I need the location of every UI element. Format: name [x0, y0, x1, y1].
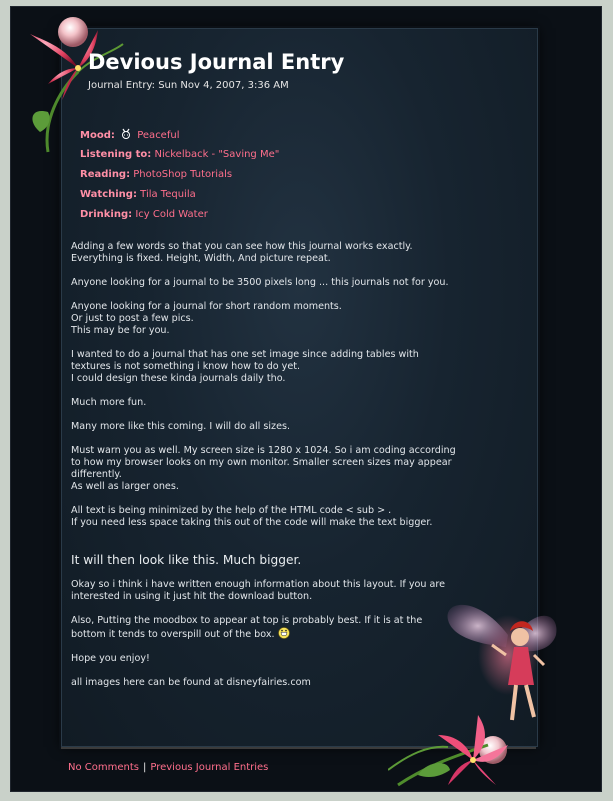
paragraph	[71, 505, 531, 529]
text-line: Okay so i think i have written enough information about this layout. If you are	[71, 579, 446, 590]
paragraph	[71, 421, 531, 433]
drinking-label: Drinking:	[80, 209, 133, 220]
text-line: Anyone looking for a journal for short random moments.	[71, 301, 342, 312]
mood-label: Mood:	[80, 130, 115, 141]
text-line: interested in using it just hit the download button.	[71, 591, 313, 602]
text-line: I wanted to do a journal that has one set image since adding tables with	[71, 349, 419, 360]
grin-smiley-icon	[278, 627, 290, 639]
moodbox	[80, 128, 510, 228]
journal-title: Devious Journal Entry	[88, 50, 345, 74]
paragraph	[71, 397, 531, 409]
text-line: All text is being minimized by the help of the HTML code < sub > .	[71, 505, 392, 516]
no-comments-link[interactable]: No Comments	[68, 762, 139, 773]
listening-label: Listening to:	[80, 149, 152, 160]
drinking-value: Icy Cold Water	[135, 209, 208, 220]
watching-row	[80, 188, 510, 208]
paragraph	[71, 349, 531, 385]
paragraph	[71, 653, 531, 665]
text-line: textures is not something i know how to do yet.	[71, 361, 301, 372]
paragraph	[71, 445, 531, 493]
text-line: If you need less space taking this out of the code will make the text bigger.	[71, 517, 433, 528]
mood-row	[80, 128, 510, 148]
text-line: Much more fun.	[71, 397, 147, 408]
text-line: Also, Putting the moodbox to appear at top is probably best. If it is at the	[71, 615, 423, 626]
paragraph	[71, 301, 531, 337]
watching-value: Tila Tequila	[140, 189, 196, 200]
journal-date: Journal Entry: Sun Nov 4, 2007, 3:36 AM	[88, 80, 289, 91]
paragraph	[71, 579, 531, 603]
listening-value: Nickelback - "Saving Me"	[154, 149, 280, 160]
watching-label: Watching:	[80, 189, 137, 200]
journal-footer	[68, 762, 268, 773]
text-line: Adding a few words so that you can see how this journal works exactly.	[71, 241, 413, 252]
listening-row	[80, 148, 510, 168]
text-line: Everything is fixed. Height, Width, And picture repeat.	[71, 253, 331, 264]
journal-body	[71, 241, 531, 701]
text-line: bottom it tends to overspill out of the box.	[71, 629, 275, 640]
text-line: all images here can be found at disneyfairies.com	[71, 677, 311, 688]
previous-entries-link[interactable]: Previous Journal Entries	[150, 762, 269, 773]
text-line: Anyone looking for a journal to be 3500 pixels long ... this journals not for you.	[71, 277, 449, 288]
paragraph	[71, 677, 531, 689]
reading-label: Reading:	[80, 169, 131, 180]
text-line: to how my browser looks on my own monitor. Smaller screen sizes may appear	[71, 457, 452, 468]
text-line: As well as larger ones.	[71, 481, 179, 492]
text-line: Many more like this coming. I will do all sizes.	[71, 421, 291, 432]
paragraph	[71, 277, 531, 289]
text-line: differently.	[71, 469, 122, 480]
peaceful-mood-icon	[120, 128, 132, 140]
text-line: Or just to post a few pics.	[71, 313, 194, 324]
mood-value: Peaceful	[137, 130, 180, 141]
reading-row	[80, 168, 510, 188]
reading-value: PhotoShop Tutorials	[133, 169, 233, 180]
paragraph	[71, 615, 531, 641]
paragraph	[71, 241, 531, 265]
text-line: This may be for you.	[71, 325, 170, 336]
footer-separator: |	[142, 762, 147, 773]
text-line: Hope you enjoy!	[71, 653, 150, 664]
text-line: I could design these kinda journals daily tho.	[71, 373, 286, 384]
drinking-row	[80, 208, 510, 228]
text-line: Must warn you as well. My screen size is 1280 x 1024. So i am coding according	[71, 445, 456, 456]
big-text-example: It will then look like this. Much bigger.	[71, 553, 302, 567]
